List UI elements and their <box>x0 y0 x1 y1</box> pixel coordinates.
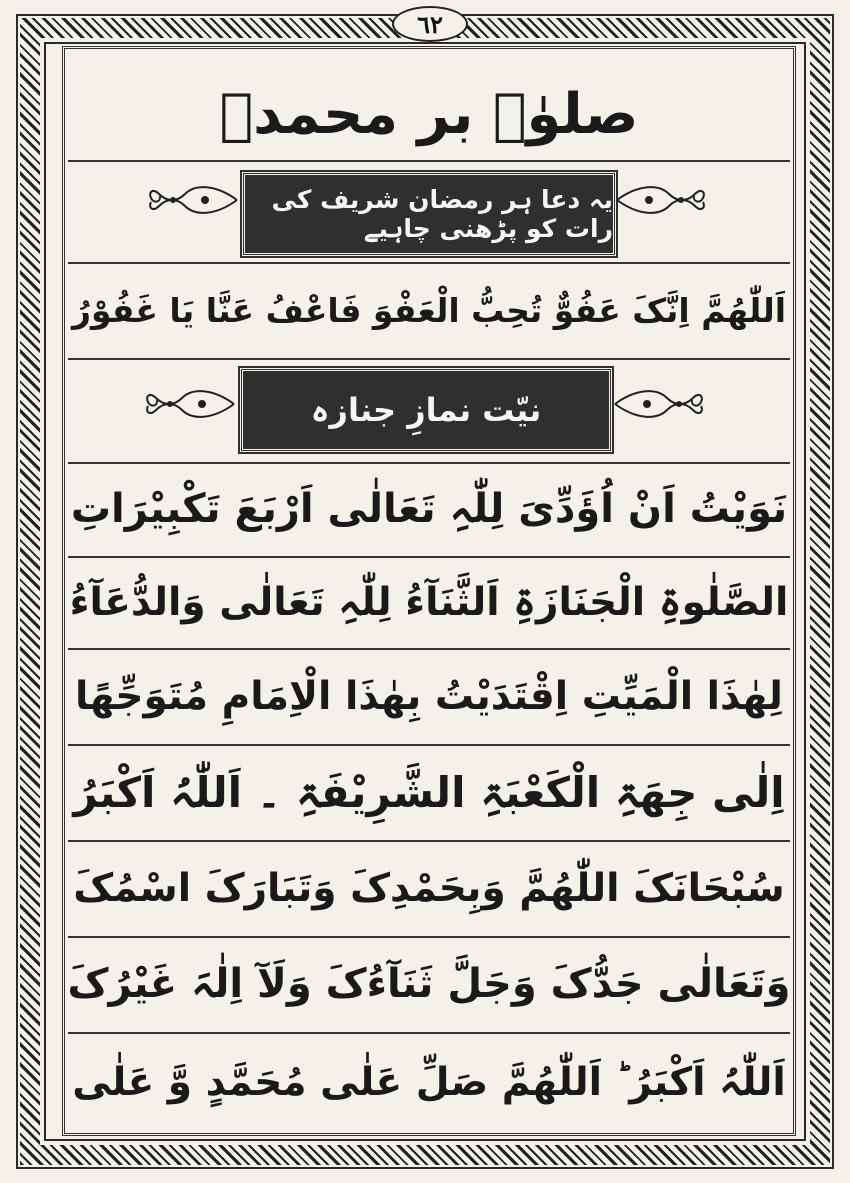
prayer-line: سُبْحَانَکَ اللّٰھُمَّ وَبِحَمْدِکَ وَتَبَارَکَ اسْمُکَ <box>73 865 785 911</box>
floral-ornament-left <box>145 180 240 220</box>
dua-line: اَللّٰھُمَّ اِنَّکَ عَفُوٌّ تُحِبُّ الْعَفْوَ فَاعْفُ عَنَّا یَا غَفُوْرُ <box>71 290 787 330</box>
page-heading: صلوٰۃ بر محمدؐ <box>219 81 639 147</box>
divider <box>68 358 790 360</box>
floral-ornament-right <box>612 384 707 424</box>
prayer-line: وَتَعَالٰی جَدُّکَ وَجَلَّ ثَنَآءُکَ وَلَآ اِلٰہَ غَیْرُکَ <box>67 961 791 1007</box>
divider <box>68 160 790 162</box>
floral-ornament-right <box>614 180 709 220</box>
page-number: ٦٢ <box>392 6 468 42</box>
banner-funeral-prayer: نیّت نمازِ جنازہ <box>240 368 612 452</box>
prayer-line: اِلٰی جِھَۃِ الْکَعْبَۃِ الشَّرِیْفَۃِ ۔ اَللّٰہُ اَکْبَرُ <box>73 767 785 817</box>
banner-ramadan-dua: یہ دعا ہر رمضان شریف کی رات کو پڑھنی چاہیے <box>242 172 616 256</box>
prayer-line: الصَّلٰوۃِ الْجَنَازَۃِ اَلثَّنَآءُ لِلّٰہِ تَعَالٰی وَالدُّعَآءُ <box>69 579 789 625</box>
prayer-line: لِھٰذَا الْمَیِّتِ اِقْتَدَیْتُ بِھٰذَا الْاِمَامِ مُتَوَجِّھًا <box>75 673 783 719</box>
prayer-line: اَللّٰہُ اَکْبَرُ ؕ اَللّٰھُمَّ صَلِّ عَلٰی مُحَمَّدٍ وَّ عَلٰی <box>72 1059 786 1105</box>
prayer-line: نَوَیْتُ اَنْ اُؤَدِّیَ لِلّٰہِ تَعَالٰی اَرْبَعَ تَکْبِیْرَاتِ <box>70 486 788 532</box>
floral-ornament-left <box>142 384 237 424</box>
